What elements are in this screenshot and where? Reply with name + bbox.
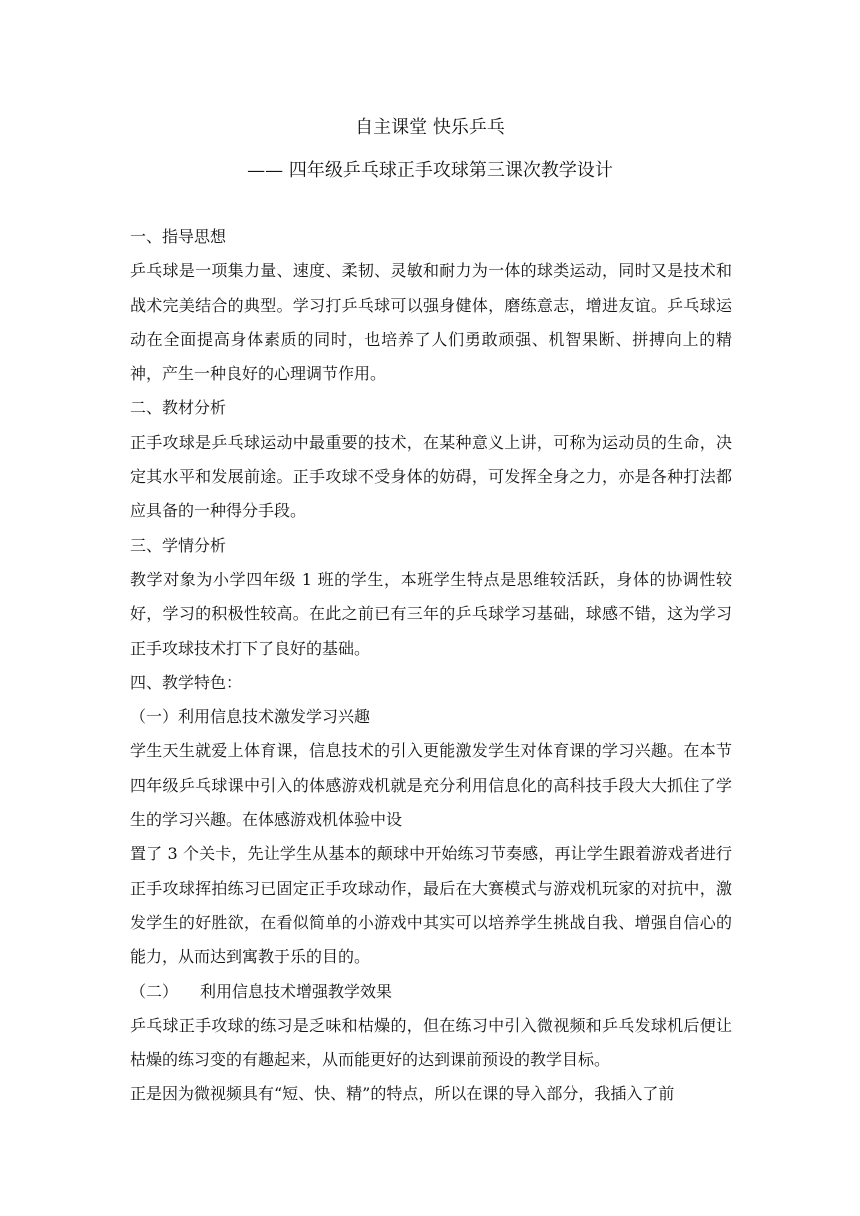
section-heading-student-analysis: 三、学情分析 xyxy=(130,535,227,555)
subsection-heading-1 xyxy=(130,700,732,734)
subsection-title-2: 利用信息技术增强教学效果 xyxy=(200,981,393,1001)
subsection-number-1: （一） xyxy=(130,707,179,727)
section-heading-material-analysis: 二、教材分析 xyxy=(130,398,227,418)
paragraph-student-analysis: 教学对象为小学四年级 1 班的学生，本班学生特点是思维较活跃，身体的协调性较好，学习的积极性较高。在此之前已有三年的乒乓球学习基础，球感不错，这为学习正手攻球技术打下了良好的基础。 xyxy=(130,569,732,658)
subsection-title-1: 利用信息技术激发学习兴趣 xyxy=(178,707,371,727)
paragraph-feature-1-a: 学生天生就爱上体育课，信息技术的引入更能激发学生对体育课的学习兴趣。在本节四年级乒乓球课中引入的体感游戏机就是充分利用信息化的高科技手段大大抓住了学生的学习兴趣。在体感游戏机体验中设 xyxy=(130,741,732,830)
section-heading-guiding-thought: 一、指导思想 xyxy=(130,227,227,246)
paragraph-material-analysis: 正手攻球是乒乓球运动中最重要的技术，在某种意义上讲，可称为运动员的生命，决定其水平和发展前途。正手攻球不受身体的妨碍，可发挥全身之力，亦是各种打法都应具备的一种得分手段。 xyxy=(130,432,732,521)
paragraph-feature-2-b: 正是因为微视频具有“短、快、精”的特点，所以在课的导入部分，我插入了前 xyxy=(130,1084,675,1104)
document-subtitle: —— 四年级乒乓球正手攻球第三课次教学设计 xyxy=(247,160,613,181)
section-heading-teaching-features: 四、教学特色： xyxy=(130,672,243,692)
document-body xyxy=(130,220,732,1112)
paragraph-feature-1-b: 置了 3 个关卡，先让学生从基本的颠球中开始练习节奏感，再让学生跟着游戏者进行正手攻球挥拍练习已固定正手攻球动作，最后在大赛模式与游戏机玩家的对抗中，激发学生的好胜欲，在看似简单的小游戏中其实可以培养学生挑战自我、增强自信心的能力，从而达到寓教于乐的目的。 xyxy=(130,844,732,967)
paragraph-guiding-thought: 乒乓球是一项集力量、速度、柔韧、灵敏和耐力为一体的球类运动，同时又是技术和战术完美结合的典型。学习打乒乓球可以强身健体，磨练意志，增进友谊。乒乓球运动在全面提高身体素质的同时，也培养了人们勇敢顽强、机智果断、拼搏向上的精神，产生一种良好的心理调节作用。 xyxy=(130,261,732,384)
subsection-number-2: （二） xyxy=(130,981,179,1001)
subsection-heading-2 xyxy=(130,975,732,1009)
paragraph-feature-2-a: 乒乓球正手攻球的练习是乏味和枯燥的，但在练习中引入微视频和乒乓发球机后便让枯燥的练习变的有趣起来，从而能更好的达到课前预设的教学目标。 xyxy=(130,1015,732,1070)
document-title: 自主课堂 快乐乒乓 xyxy=(355,117,505,138)
